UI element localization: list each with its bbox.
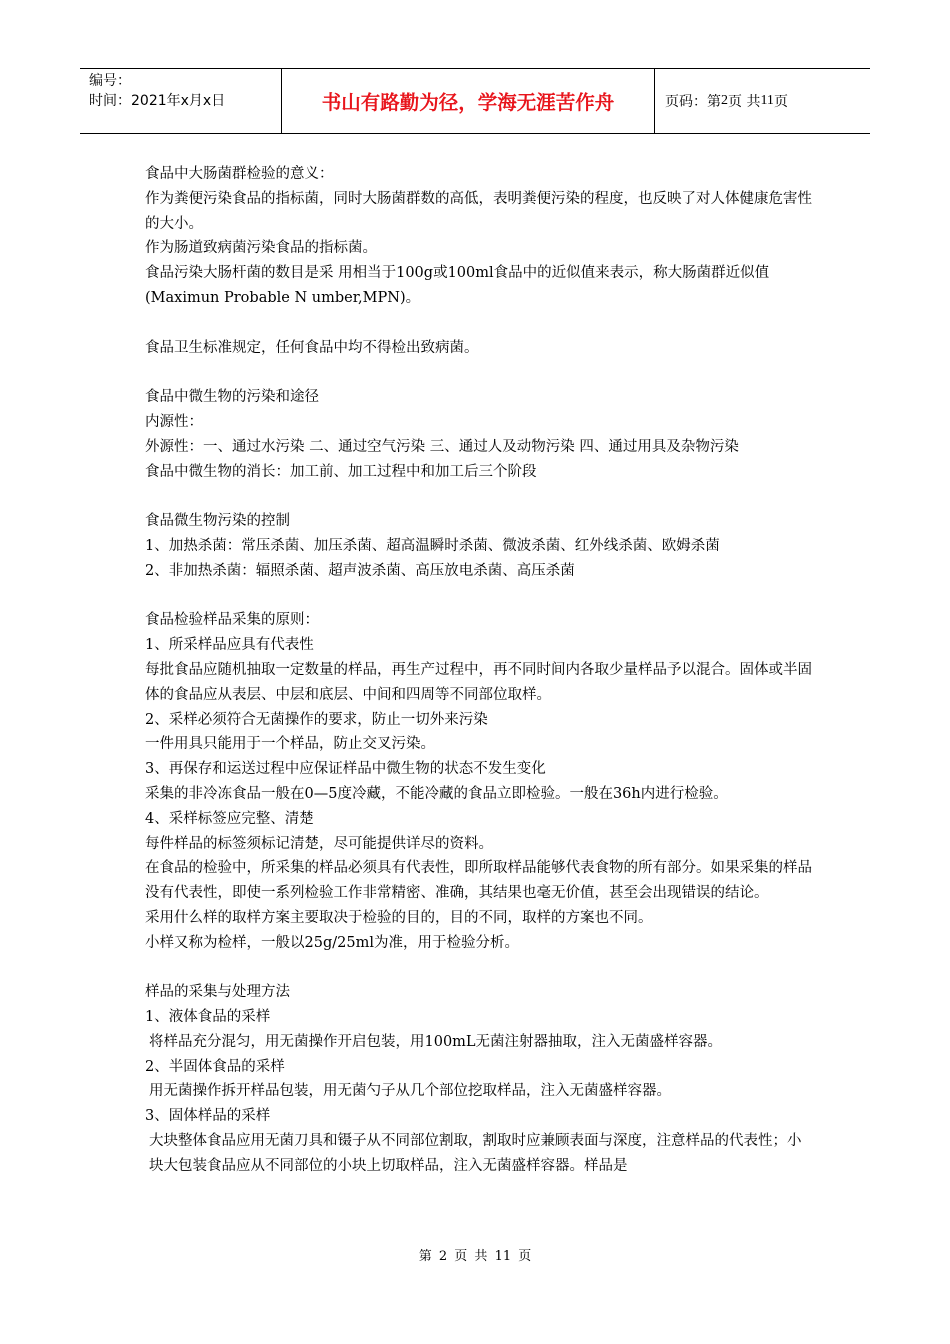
body-line: 食品污染大肠杆菌的数目是采 用相当于100g或100ml食品中的近似值来表示，称大肠菌群近似值(Maximun Probable N umber,MPN)。 (145, 265, 770, 306)
document-body (145, 162, 813, 1179)
body-line: 3、固体样品的采样 (145, 1108, 271, 1125)
header-page-suffix: 页 (773, 94, 788, 110)
body-line: 采集的非冷冻食品一般在0—5度冷藏，不能冷藏的食品立即检验。一般在36h内进行检验。 (145, 785, 728, 802)
blank-line (145, 360, 813, 385)
header-meta (80, 69, 282, 133)
header-motto: 书山有路勤为径，学海无涯苦作舟 (282, 69, 655, 133)
body-line: 大块整体食品应用无菌刀具和镊子从不同部位割取，割取时应兼顾表面与深度，注意样品的代表性；小块大包装食品应从不同部位的小块上切取样品，注入无菌盛样容器。样品是 (149, 1133, 802, 1174)
header-number-label: 编号： (89, 73, 131, 89)
body-line: 将样品充分混匀，用无菌操作开启包装，用100mL无菌注射器抽取，注入无菌盛样容器。 (149, 1033, 723, 1050)
body-line: 作为粪便污染食品的指标菌，同时大肠菌群数的高低，表明粪便污染的程度，也反映了对人体健康危害性的大小。 (145, 190, 812, 232)
body-line: 食品中微生物的消长：加工前、加工过程中和加工后三个阶段 (145, 463, 537, 480)
body-line: 1、所采样品应具有代表性 (145, 637, 314, 654)
blank-line (145, 584, 813, 609)
body-line: 作为肠道致病菌污染食品的指标菌。 (145, 240, 377, 257)
body-line: 一件用具只能用于一个样品，防止交叉污染。 (145, 736, 435, 753)
footer-middle: 页 共 (454, 1249, 488, 1264)
section-heading: 食品中微生物的污染和途径 (145, 389, 319, 406)
body-line: 每件样品的标签须标记清楚，尽可能提供详尽的资料。 (145, 835, 493, 852)
body-line: 采用什么样的取样方案主要取决于检验的目的，目的不同，取样的方案也不同。 (145, 909, 653, 926)
body-line: 内源性： (145, 413, 203, 430)
section-heading: 食品微生物污染的控制 (145, 513, 290, 530)
header-page-middle: 页 共 (728, 94, 761, 110)
page-footer (0, 1245, 950, 1264)
blank-line (145, 484, 813, 509)
header-page-current: 2 (721, 93, 728, 108)
body-line: 2、半固体食品的采样 (145, 1058, 285, 1075)
footer-suffix: 页 (518, 1249, 532, 1264)
page-header (80, 68, 870, 134)
body-line: 每批食品应随机抽取一定数量的样品，再生产过程中，再不同时间内各取少量样品予以混合。固体或半固体的食品应从表层、中层和底层、中间和四周等不同部位取样。 (145, 661, 812, 703)
footer-prefix: 第 (418, 1249, 432, 1264)
footer-page-current: 2 (438, 1249, 448, 1264)
footer-page-total: 11 (494, 1249, 512, 1264)
body-line: 食品中大肠菌群检验的意义： (145, 166, 334, 182)
body-line: 2、非加热杀菌：辐照杀菌、超声波杀菌、高压放电杀菌、高压杀菌 (145, 562, 575, 579)
header-page-info (655, 69, 870, 133)
blank-line (145, 956, 813, 981)
body-line: 4、采样标签应完整、清楚 (145, 810, 314, 827)
body-line: 1、液体食品的采样 (145, 1009, 271, 1026)
blank-line (145, 311, 813, 336)
section-heading: 样品的采集与处理方法 (145, 984, 290, 1001)
body-line: 2、采样必须符合无菌操作的要求，防止一切外来污染 (145, 711, 488, 728)
body-line: 3、再保存和运送过程中应保证样品中微生物的状态不发生变化 (145, 761, 546, 778)
body-line: 在食品的检验中，所采集的样品必须具有代表性，即所取样品能够代表食物的所有部分。如果采集的样品没有代表性，即使一系列检验工作非常精密、准确，其结果也毫无价值，甚至会出现错误的结论。 (145, 860, 812, 902)
body-line: 1、加热杀菌：常压杀菌、加压杀菌、超高温瞬时杀菌、微波杀菌、红外线杀菌、欧姆杀菌 (145, 537, 720, 554)
body-line: 小样又称为检样，一般以25g/25ml为准，用于检验分析。 (145, 934, 519, 951)
header-page-prefix: 页码：第 (665, 94, 721, 110)
body-line: 食品卫生标准规定，任何食品中均不得检出致病菌。 (145, 339, 479, 356)
header-page-total: 11 (760, 93, 774, 108)
section-heading: 食品检验样品采集的原则： (145, 612, 319, 629)
body-line: 用无菌操作拆开样品包装，用无菌勺子从几个部位挖取样品，注入无菌盛样容器。 (149, 1083, 671, 1100)
body-line: 外源性：一、通过水污染 二、通过空气污染 三、通过人及动物污染 四、通过用具及杂物污染 (145, 438, 739, 455)
header-time-label: 时间：2021年x月x日 (89, 93, 226, 109)
